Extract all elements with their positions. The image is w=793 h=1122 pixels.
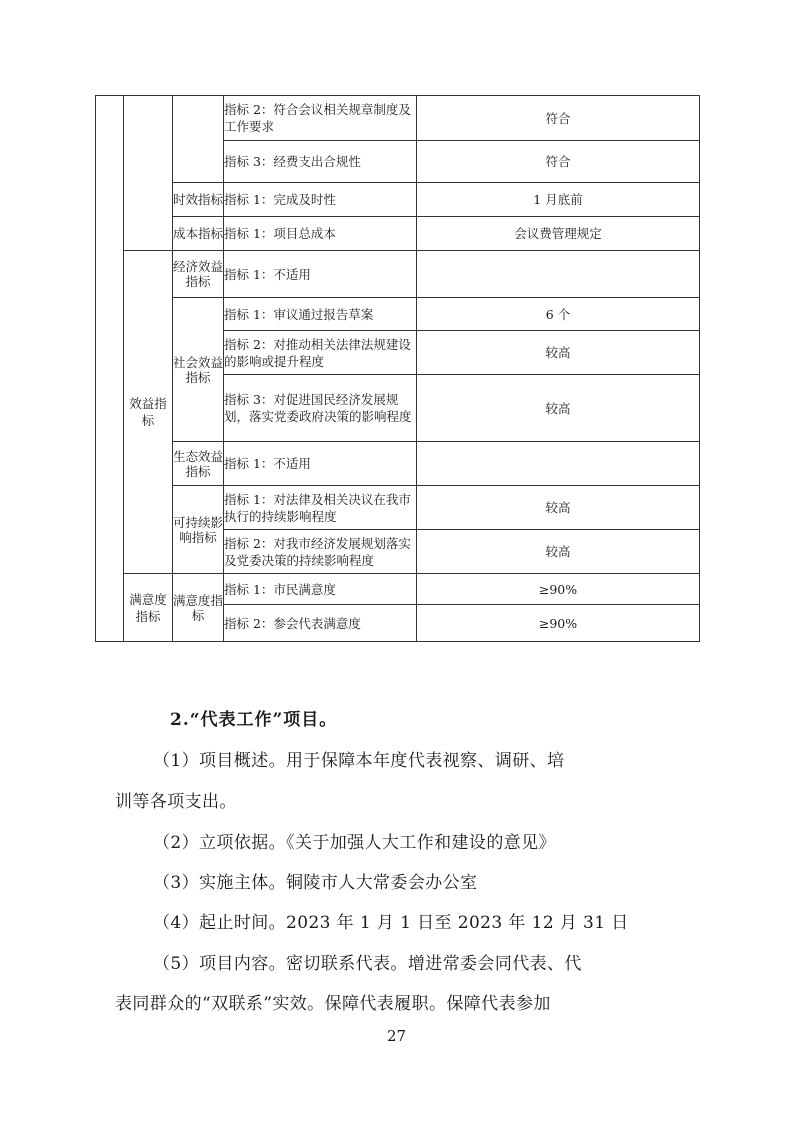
level3-cell: 满意度指标 (173, 574, 224, 642)
paragraph-line: （2）立项依据。《关于加强人大工作和建设的意见》 (153, 833, 556, 853)
table-row (96, 574, 700, 605)
performance-indicator-table (95, 95, 700, 642)
indicator-cell: 指标 3：对促进国民经济发展规划，落实党委政府决策的影响程度 (224, 375, 417, 442)
indicator-cell: 指标 1：市民满意度 (224, 574, 417, 605)
indicator-cell: 指标 2：对推动相关法律法规建设的影响或提升程度 (224, 331, 417, 375)
paragraph-line: （5）项目内容。密切联系代表。增进常委会同代表、代 (153, 954, 582, 974)
level3-cell: 时效指标 (173, 183, 224, 217)
paragraph-line: 训等各项支出。 (115, 792, 237, 812)
indicator-cell: 指标 1：不适用 (224, 442, 417, 486)
value-cell: 符合 (417, 141, 700, 183)
table-row (96, 251, 700, 298)
value-cell: ≥90% (417, 574, 700, 605)
table-row (96, 298, 700, 331)
level1-cell (96, 96, 124, 642)
value-cell: 较高 (417, 530, 700, 574)
paragraph-line: （4）起止时间。2023 年 1 月 1 日至 2023 年 12 月 31 日 (153, 913, 629, 933)
indicator-cell: 指标 2：参会代表满意度 (224, 605, 417, 642)
indicator-cell: 指标 2：对我市经济发展规划落实及党委决策的持续影响程度 (224, 530, 417, 574)
level3-cell: 社会效益指标 (173, 298, 224, 442)
value-cell (417, 251, 700, 298)
indicator-cell: 指标 1：审议通过报告草案 (224, 298, 417, 331)
value-cell (417, 442, 700, 486)
level3-cell: 生态效益指标 (173, 442, 224, 486)
section-title: 2.“代表工作”项目。 (170, 710, 338, 730)
paragraph-line: 表同群众的“双联系”实效。保障代表履职。保障代表参加 (115, 994, 551, 1014)
indicator-cell: 指标 1：项目总成本 (224, 217, 417, 251)
indicator-cell: 指标 1：不适用 (224, 251, 417, 298)
indicator-cell: 指标 2：符合会议相关规章制度及工作要求 (224, 96, 417, 141)
value-cell: ≥90% (417, 605, 700, 642)
table-row (96, 96, 700, 141)
indicator-cell: 指标 1：对法律及相关决议在我市执行的持续影响程度 (224, 486, 417, 530)
value-cell: 1 月底前 (417, 183, 700, 217)
value-cell: 较高 (417, 375, 700, 442)
level3-cell: 成本指标 (173, 217, 224, 251)
page-number: 27 (386, 1027, 407, 1045)
level3-cell: 可持续影响指标 (173, 486, 224, 574)
level2-cell: 满意度指标 (124, 574, 173, 642)
indicator-cell: 指标 3：经费支出合规性 (224, 141, 417, 183)
level3-cell (173, 96, 224, 183)
value-cell: 会议费管理规定 (417, 217, 700, 251)
value-cell: 较高 (417, 331, 700, 375)
table-row (96, 217, 700, 251)
table-row (96, 442, 700, 486)
paragraph-line: （3）实施主体。铜陵市人大常委会办公室 (153, 873, 478, 893)
table-row (96, 486, 700, 530)
indicator-cell: 指标 1：完成及时性 (224, 183, 417, 217)
value-cell: 较高 (417, 486, 700, 530)
level2-cell (124, 96, 173, 251)
value-cell: 符合 (417, 96, 700, 141)
paragraph-line: （1）项目概述。用于保障本年度代表视察、调研、培 (153, 751, 565, 771)
level3-cell: 经济效益指标 (173, 251, 224, 298)
value-cell: 6 个 (417, 298, 700, 331)
level2-cell: 效益指标 (124, 251, 173, 574)
table-row (96, 183, 700, 217)
